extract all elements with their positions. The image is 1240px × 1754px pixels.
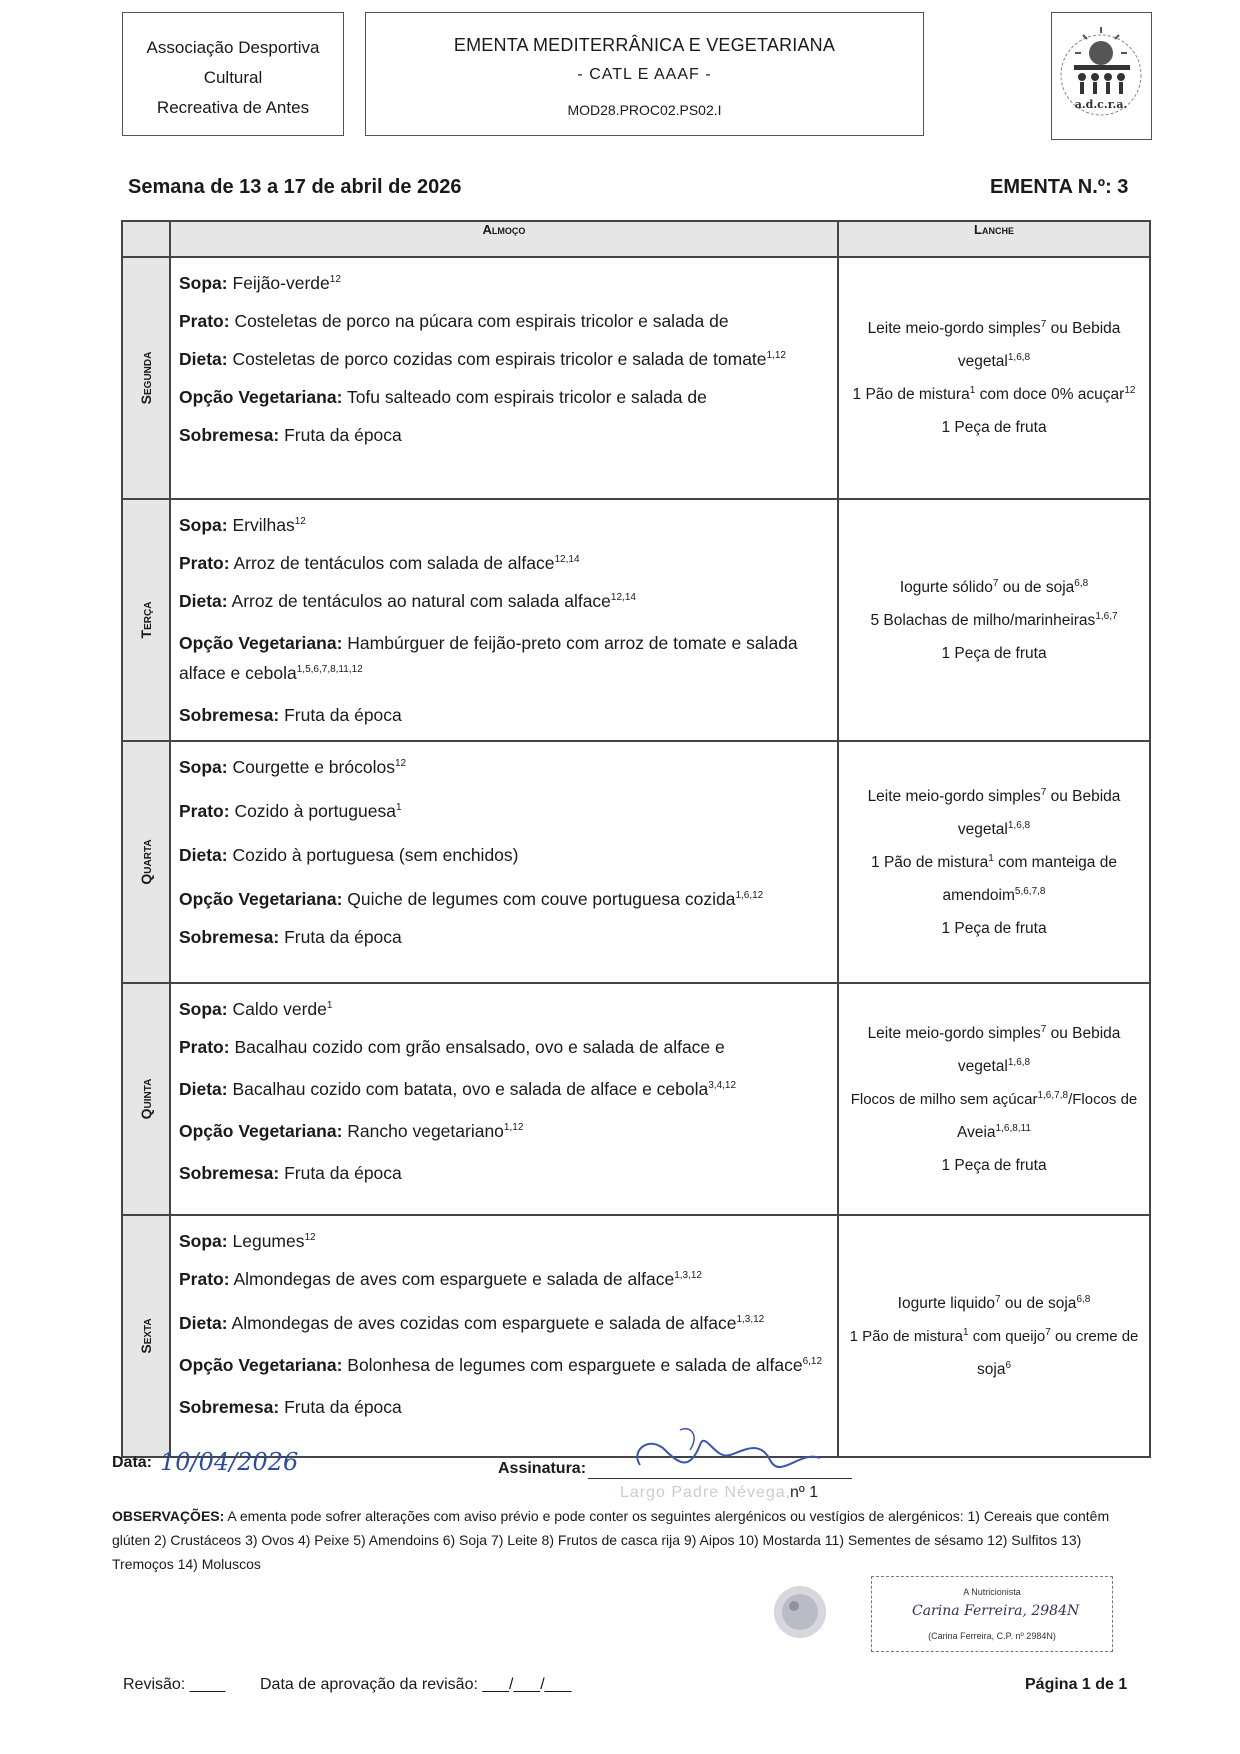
table-row — [122, 257, 1150, 499]
snack-text: Leite meio-gordo simples — [867, 787, 1041, 805]
snack-cell — [838, 1215, 1150, 1457]
allergen-sup: 6,8 — [1074, 577, 1089, 589]
allergen-sup: 6,8 — [1076, 1293, 1091, 1305]
snack-text: ou creme de — [1050, 1327, 1139, 1345]
main-text: Arroz de tentáculos com salada de alface — [233, 553, 555, 573]
snack-text: ou Bebida — [1046, 320, 1121, 337]
soup-label: Sopa: — [179, 273, 228, 293]
day-label: Quinta — [138, 1078, 154, 1120]
allergen-sup: 1 — [963, 1326, 969, 1338]
header-day-cell — [122, 221, 170, 257]
snack-text: com doce 0% acuçar — [975, 386, 1125, 403]
snack-line — [839, 1116, 1149, 1149]
soup-label: Sopa: — [179, 999, 228, 1019]
snack-text: ou de soja — [998, 578, 1075, 596]
diet-label: Dieta: — [179, 349, 228, 369]
org-line-2: Cultural — [203, 68, 263, 87]
approval-date-field: Data de aprovação da revisão: ___/___/___ — [260, 1676, 572, 1693]
lunch-cell — [170, 499, 838, 741]
allergen-sup: 1,6,8 — [1007, 1056, 1031, 1068]
dessert-line — [179, 416, 829, 454]
allergen-sup: 12 — [294, 516, 306, 528]
day-cell — [122, 741, 170, 983]
soup-line — [179, 506, 829, 544]
page-number: Página 1 de 1 — [1025, 1676, 1128, 1693]
allergen-sup: 1,6,7,8 — [1037, 1089, 1069, 1101]
snack-text: /Flocos de — [1068, 1090, 1138, 1108]
day-label: Sexta — [138, 1318, 154, 1354]
allergen-sup: 1,12 — [503, 1122, 524, 1134]
stamp-address: Largo Padre Névega, — [620, 1484, 792, 1501]
soup-label: Sopa: — [179, 515, 228, 535]
allergen-sup: 1,6,8 — [1007, 351, 1031, 363]
vegetarian-label: Opção Vegetariana: — [179, 1121, 343, 1141]
main-label: Prato: — [179, 801, 230, 821]
allergen-sup: 12 — [1124, 384, 1136, 396]
main-text: Bacalhau cozido com grão ensalsado, ovo e salada de alface e — [234, 1037, 725, 1057]
diet-text: Bacalhau cozido com batata, ovo e salada de alface e cebola — [232, 1079, 709, 1099]
snack-line — [839, 345, 1149, 378]
allergen-sup: 1,5,6,7,8,11,12 — [296, 664, 363, 676]
main-text: Almondegas de aves com esparguete e salada de alface — [233, 1269, 675, 1289]
soup-line — [179, 990, 829, 1028]
allergen-sup: 7 — [1040, 786, 1047, 798]
snack-text: amendoim — [942, 886, 1015, 904]
snack-text: ou Bebida — [1046, 787, 1121, 805]
snack-line — [839, 1083, 1149, 1116]
allergen-sup: 1,3,12 — [674, 1270, 702, 1282]
lunch-cell — [170, 257, 838, 499]
document-subtitle: - CATL E AAAF - — [577, 66, 712, 83]
snack-text: 1 Pão de mistura — [852, 386, 970, 403]
diet-line — [179, 1066, 829, 1108]
allergen-sup: 1 — [395, 802, 402, 814]
vegetarian-label: Opção Vegetariana: — [179, 633, 343, 653]
dessert-text: Fruta da época — [284, 1163, 402, 1183]
diet-line — [179, 830, 829, 874]
diet-line — [179, 340, 829, 378]
snack-text: ou Bebida — [1046, 1024, 1121, 1042]
snack-text: soja — [977, 1360, 1006, 1378]
day-label: Segunda — [138, 351, 154, 405]
allergen-sup: 6,12 — [802, 1356, 823, 1368]
allergen-sup: 12 — [329, 274, 341, 286]
seal-icon — [770, 1582, 830, 1642]
vegetarian-line — [179, 1108, 829, 1150]
snack-text: com manteiga de — [993, 853, 1117, 871]
main-label: Prato: — [179, 1037, 230, 1057]
table-row — [122, 983, 1150, 1215]
dessert-label: Sobremesa: — [179, 1397, 280, 1417]
allergen-sup: 7 — [1040, 318, 1047, 330]
dessert-text: Fruta da época — [284, 425, 402, 445]
allergen-sup: 1,3,12 — [736, 1314, 765, 1326]
allergen-sup: 7 — [995, 1293, 1001, 1305]
soup-line — [179, 264, 829, 302]
allergen-sup: 1,6,8,11 — [995, 1122, 1031, 1134]
revision-field: Revisão: ____ — [123, 1676, 226, 1693]
allergen-sup: 1 — [326, 1000, 333, 1012]
vegetarian-line — [179, 874, 829, 918]
dessert-label: Sobremesa: — [179, 1163, 280, 1183]
signature-label: Assinatura: — [498, 1460, 587, 1477]
dessert-line — [179, 696, 829, 734]
snack-line: 1 Peça de fruta — [941, 419, 1047, 436]
snack-cell — [838, 499, 1150, 741]
vegetarian-label: Opção Vegetariana: — [179, 1355, 343, 1375]
snack-line — [839, 879, 1149, 912]
allergen-sup: 7 — [1045, 1326, 1051, 1338]
snack-line — [839, 1320, 1149, 1353]
diet-label: Dieta: — [179, 591, 228, 611]
snack-line — [839, 604, 1149, 637]
soup-text: Legumes — [232, 1231, 305, 1251]
snack-text: 5 Bolachas de milho/marinheiras — [870, 611, 1096, 629]
snack-text: Iogurte sólido — [899, 578, 993, 596]
observations-text: A ementa pode sofrer alterações com aviso prévio e pode conter os seguintes alergénicos ou vestígios de alergénicos: 1) Cereais que contêm glúten 2) Crustáceos 3) Ovos 4) Peixe 5) Amendoins 6) Soja 7) Leite 8) Frutos de casca rija 9) Aipos 10) Mostarda 11) Sementes de sésamo 12) Sulfitos 13) Tremoços 14) Moluscos — [112, 1508, 1110, 1572]
day-cell — [122, 1215, 170, 1457]
snack-text: 1 Pão de mistura — [849, 1327, 963, 1345]
allergen-sup: 5,6,7,8 — [1014, 885, 1046, 897]
snack-cell — [838, 741, 1150, 983]
allergen-sup: 1,12 — [766, 350, 786, 362]
diet-line — [179, 1298, 829, 1342]
main-line — [179, 1260, 829, 1298]
snack-line — [839, 378, 1149, 411]
date-value: 10/04/2026 — [160, 1448, 299, 1476]
vegetarian-text: Rancho vegetariano — [347, 1121, 504, 1141]
day-label: Terça — [138, 601, 154, 639]
association-logo-icon — [1052, 13, 1151, 139]
day-cell — [122, 499, 170, 741]
main-line — [179, 302, 829, 340]
nutritionist-name: (Carina Ferreira, C.P. nº 2984N) — [928, 1631, 1056, 1641]
diet-label: Dieta: — [179, 845, 228, 865]
vegetarian-text: Quiche de legumes com couve portuguesa cozida — [347, 889, 736, 909]
allergen-sup: 7 — [992, 577, 999, 589]
diet-text: Almondegas de aves cozidas com esparguete e salada de alface — [231, 1313, 737, 1333]
dessert-line — [179, 918, 829, 956]
week-title: Semana de 13 a 17 de abril de 2026 — [128, 176, 462, 198]
logo-text: a.d.c.r.a. — [1074, 98, 1128, 111]
vegetarian-text: Tofu salteado com espirais tricolor e salada de — [346, 387, 707, 407]
snack-line: 1 Peça de fruta — [941, 644, 1047, 662]
nutritionist-title: A Nutricionista — [963, 1587, 1021, 1597]
snack-text: vegetal — [957, 353, 1008, 370]
dessert-text: Fruta da época — [284, 927, 402, 947]
snack-line: 1 Peça de fruta — [941, 1156, 1047, 1174]
signature-scribble-icon — [620, 1420, 830, 1480]
diet-text: Arroz de tentáculos ao natural com salada alface — [231, 591, 611, 611]
dessert-label: Sobremesa: — [179, 927, 280, 947]
snack-line: 1 Peça de fruta — [941, 919, 1047, 937]
column-lunch: Almoço — [170, 221, 838, 257]
allergen-sup: 12 — [394, 758, 407, 770]
allergen-sup: 12,14 — [610, 592, 636, 604]
snack-text: Aveia — [957, 1123, 996, 1141]
soup-line — [179, 1222, 829, 1260]
snack-text: Iogurte liquido — [897, 1294, 996, 1312]
main-label: Prato: — [179, 311, 230, 331]
snack-line — [839, 846, 1149, 879]
soup-label: Sopa: — [179, 1231, 228, 1251]
dessert-text: Fruta da época — [284, 705, 402, 725]
snack-text: Flocos de milho sem açúcar — [850, 1090, 1038, 1108]
snack-line — [839, 312, 1149, 345]
allergen-sup: 1,6,8 — [1007, 819, 1031, 831]
snack-text: com queijo — [968, 1327, 1046, 1345]
table-header-row — [122, 221, 1150, 257]
vegetarian-line — [179, 1342, 829, 1388]
nutritionist-signature: Carina Ferreira, 2984N — [912, 1603, 1080, 1619]
snack-cell — [838, 983, 1150, 1215]
lunch-cell — [170, 741, 838, 983]
menu-table — [121, 220, 1151, 1458]
diet-line — [179, 582, 829, 620]
snack-text: 1 Pão de mistura — [871, 853, 989, 871]
snack-line — [839, 1050, 1149, 1083]
allergen-sup: 12 — [304, 1232, 316, 1244]
stamp-number: nº 1 — [790, 1484, 819, 1501]
main-line — [179, 544, 829, 582]
menu-number: EMENTA N.º: 3 — [990, 176, 1129, 198]
snack-line — [839, 813, 1149, 846]
day-cell — [122, 983, 170, 1215]
main-text: Costeletas de porco na púcara com espirais tricolor e salada de — [234, 311, 729, 331]
vegetarian-line — [179, 378, 829, 416]
snack-text: vegetal — [957, 820, 1008, 838]
allergen-sup: 1,6,12 — [735, 890, 764, 902]
dessert-label: Sobremesa: — [179, 425, 280, 445]
vegetarian-text: Hambúrguer de feijão-preto com arroz de tomate e salada alface e cebola — [179, 633, 798, 683]
soup-text: Caldo verde — [232, 999, 327, 1019]
allergen-sup: 1 — [969, 384, 976, 396]
observations — [112, 1504, 1142, 1576]
allergen-sup: 1 — [988, 852, 994, 864]
snack-line — [839, 780, 1149, 813]
snack-text: Leite meio-gordo simples — [867, 320, 1041, 337]
observations-label: OBSERVAÇÕES: — [112, 1508, 225, 1524]
main-label: Prato: — [179, 1269, 230, 1289]
dessert-label: Sobremesa: — [179, 705, 280, 725]
soup-text: Ervilhas — [232, 515, 295, 535]
snack-line — [839, 1353, 1149, 1386]
main-text: Cozido à portuguesa — [234, 801, 396, 821]
org-line-3: Recreativa de Antes — [156, 98, 310, 117]
dessert-line — [179, 1150, 829, 1192]
main-line — [179, 786, 829, 830]
allergen-sup: 7 — [1040, 1023, 1047, 1035]
main-label: Prato: — [179, 553, 230, 573]
snack-line — [839, 571, 1149, 604]
soup-text: Courgette e brócolos — [232, 757, 395, 777]
snack-text: ou de soja — [1000, 1294, 1077, 1312]
allergen-sup: 3,4,12 — [708, 1080, 737, 1092]
document-title: EMENTA MEDITERRÂNICA E VEGETARIANA — [453, 35, 836, 55]
vegetarian-label: Opção Vegetariana: — [179, 889, 343, 909]
snack-text: vegetal — [957, 1057, 1008, 1075]
table-row — [122, 499, 1150, 741]
org-line-1: Associação Desportiva — [146, 38, 320, 57]
organization-box — [122, 12, 344, 136]
soup-text: Feijão-verde — [232, 273, 330, 293]
snack-line — [839, 1287, 1149, 1320]
diet-text: Cozido à portuguesa (sem enchidos) — [232, 845, 519, 865]
diet-label: Dieta: — [179, 1313, 228, 1333]
diet-label: Dieta: — [179, 1079, 228, 1099]
table-row — [122, 741, 1150, 983]
logo-box — [1051, 12, 1152, 140]
diet-text: Costeletas de porco cozidas com espirais tricolor e salada de tomate — [232, 349, 767, 369]
soup-label: Sopa: — [179, 757, 228, 777]
lunch-cell — [170, 983, 838, 1215]
day-label: Quarta — [138, 839, 154, 885]
allergen-sup: 6 — [1005, 1359, 1011, 1371]
dessert-text: Fruta da época — [284, 1397, 402, 1417]
nutritionist-stamp — [871, 1576, 1113, 1652]
vegetarian-line — [179, 620, 829, 696]
main-line — [179, 1028, 829, 1066]
allergen-sup: 1,6,7 — [1095, 610, 1118, 622]
title-box — [365, 12, 924, 136]
snack-text: Leite meio-gordo simples — [867, 1024, 1041, 1042]
date-label: Data: — [112, 1454, 153, 1471]
snack-cell — [838, 257, 1150, 499]
vegetarian-label: Opção Vegetariana: — [179, 387, 343, 407]
allergen-sup: 12,14 — [554, 554, 580, 566]
day-cell — [122, 257, 170, 499]
column-snack: Lanche — [838, 221, 1150, 257]
soup-line — [179, 748, 829, 786]
vegetarian-text: Bolonhesa de legumes com esparguete e salada de alface — [347, 1355, 803, 1375]
snack-line — [839, 1017, 1149, 1050]
document-code: MOD28.PROC02.PS02.I — [567, 102, 722, 118]
